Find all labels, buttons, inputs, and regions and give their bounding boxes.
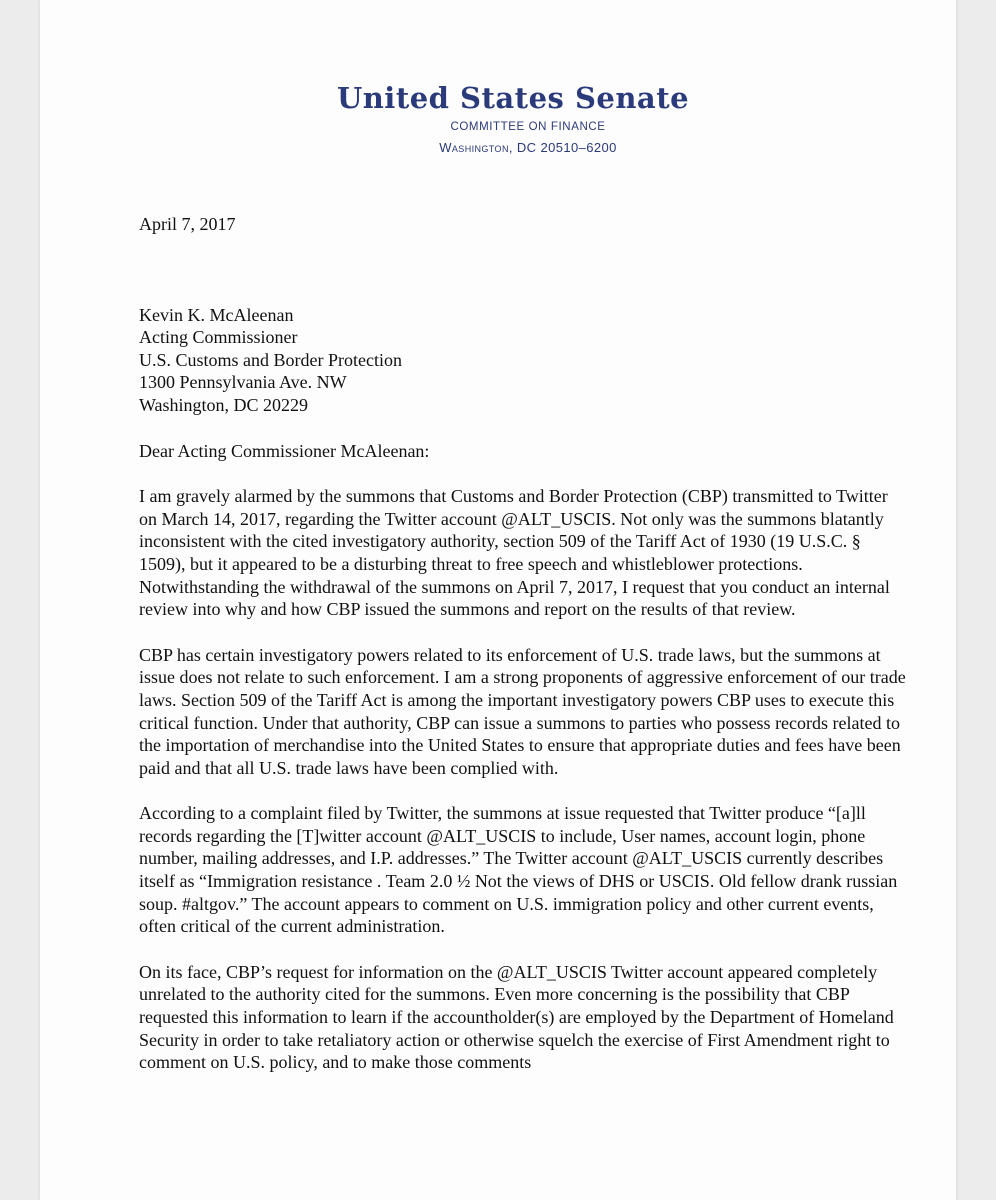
paragraph-4: On its face, CBP’s request for information on the @ALT_USCIS Twitter account appeared completely unrelated to the authority cited for the summons. Even more concerning is the possibility that CBP requested this information to learn if the accountholder(s) are employed by the Department of Homeland Security in order to take retaliatory action or otherwise squelch the exercise of First Amendment right to comment on U.S. policy, and to make those comments (139, 961, 894, 1073)
senate-title: United States Senate (336, 81, 690, 115)
recipient-agency: U.S. Customs and Border Protection (139, 349, 402, 370)
committee-name: COMMITTEE ON FINANCE (450, 121, 606, 133)
letter-page (40, 0, 956, 1200)
letterhead (40, 78, 956, 160)
paragraph-3: According to a complaint filed by Twitter, the summons at issue requested that Twitter produce “[a]ll records regarding the [T]witter account @ALT_USCIS to include, User names, account login, phone number, mailing addresses, and I.P. addresses.” The Twitter account @ALT_USCIS currently describes itself as “Immigration resistance . Team 2.0 ½ Not the views of DHS or USCIS. Old fellow drank russian soup. #altgov.” The account appears to comment on U.S. immigration policy and other current events, often critical of the current administration. (139, 803, 898, 937)
recipient-name: Kevin K. McAleenan (139, 304, 294, 325)
recipient-title: Acting Commissioner (139, 327, 298, 348)
letter-body (139, 213, 909, 1097)
salutation: Dear Acting Commissioner McAleenan: (139, 440, 430, 461)
recipient-block (139, 304, 909, 417)
paragraph-2: CBP has certain investigatory powers related to its enforcement of U.S. trade laws, but the summons at issue does not relate to such enforcement. I am a strong proponents of aggressive enforcement of our trade laws. Section 509 of the Tariff Act is among the important investigatory powers CBP uses to execute this critical function. Under that authority, CBP can issue a summons to parties who possess records related to the importation of merchandise into the United States to ensure that appropriate duties and fees have been paid and that all U.S. trade laws have been complied with. (139, 644, 906, 778)
recipient-street: 1300 Pennsylvania Ave. NW (139, 372, 347, 393)
paragraph-1: I am gravely alarmed by the summons that Customs and Border Protection (CBP) transmitted to Twitter on March 14, 2017, regarding the Twitter account @ALT_USCIS. Not only was the summons blatantly inconsistent with the cited investigatory authority, section 509 of the Tariff Act of 1930 (19 U.S.C. § 1509), but it appeared to be a disturbing threat to free speech and whistleblower protections. Notwithstanding the withdrawal of the summons on April 7, 2017, I request that you conduct an internal review into why and how CBP issued the summons and report on the results of that review. (139, 486, 890, 620)
recipient-city: Washington, DC 20229 (139, 394, 309, 415)
letter-date: April 7, 2017 (139, 214, 236, 234)
committee-address: Washington, DC 20510–6200 (439, 140, 617, 155)
